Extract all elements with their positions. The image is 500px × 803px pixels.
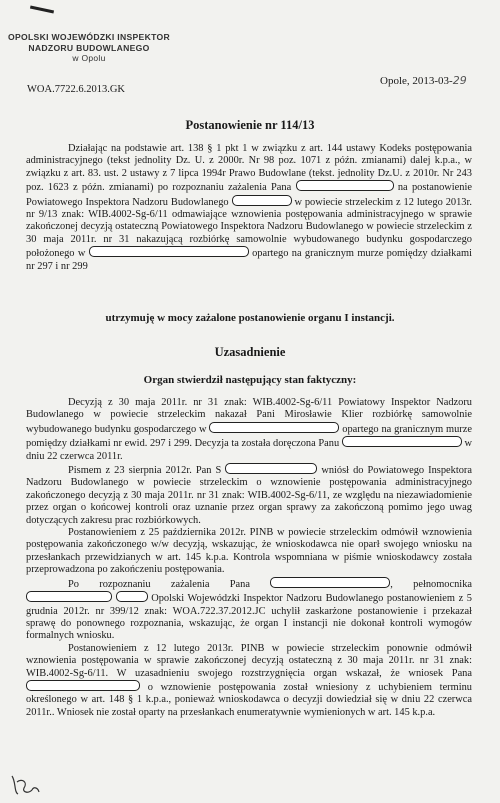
place-date-text: Opole, 2013-03- [380,75,453,87]
body-text: w dniu 22 czerwca 2011r. [26,438,472,462]
body-text: Decyzją z 30 maja 2011r. nr 31 znak: WIB.4002-Sg-6/11 Powiatowy Inspektor Nadzoru Budowlanego w powiecie strzeleckim nakazał Pani Mirosławie Klier rozbiórkę samowolnie wybudowanego budynku gospodarczego w [26,397,472,435]
stamp-line-1: OPOLSKI WOJEWÓDZKI INSPEKTOR [8,32,170,42]
stamp-line-2: NADZORU BUDOWLANEGO [28,42,150,53]
handwritten-day: 29 [452,74,467,87]
decision-title: Postanowienie nr 114/13 [185,118,315,132]
redacted-name [26,591,112,602]
intro-text-1: Działając na podstawie art. 138 § 1 pkt 1 w związku z art. 144 ustawy Kodeks postępowania administracyjnego (tekst jednolity Dz. U. z 2000r. Nr 98 poz. 1071 z późn. zmianami) dalej k.p.a., w związku z art. 83. ust. 2 ustawy z 7 lipca 1994r Prawo Budowlane (tekst. jednolity Dz.U. z 2010r. Nr 243 poz. 1623 z późn. zmianami) po rozpoznaniu zażalenia Pana [26,143,472,194]
initials-signature [8,772,42,798]
facts-heading: Organ stwierdził następujący stan faktyczny: [143,374,357,386]
redacted-name [296,180,394,191]
reference-number: WOA.7722.6.2013.GK [27,84,125,95]
redacted-name [26,680,140,691]
redacted-name [225,463,317,474]
redacted-name [232,195,292,206]
place-date [380,74,467,87]
redacted-address [89,246,249,257]
redacted-name [270,577,390,588]
body-text: Postanowieniem z 12 lutego 2013r. PINB w powiecie strzeleckim ponownie odmówił wznowienia postępowania w sprawie zakończonej decyzją ostateczną z 30 maja 2011r. nr 31 znak: WIB.4002-Sg-6/11. W uzasadnieniu swojego rozstrzygnięcia organ wskazał, że wniosek Pana [26,642,472,679]
intro-text-3: w powiecie strzeleckim z 12 lutego 2013r. nr 9/13 znak: WIB.4002-Sg-6/11 odmawiające wznowienia postępowania administracyjnego w sprawie zakończonej decyzją ostateczną Powiatowego Inspektora Nadzoru Budowlanego w powiecie strzeleckim z 30 maja 2011r. nr 31 nakazującą rozbiórkę samowolnie wybudowanego budynku gospodarczego położonego w [26,196,472,260]
justification-body [26,397,472,719]
authority-stamp [4,32,174,64]
body-text: Postanowieniem z 25 października 2012r. PINB w powiecie strzeleckim odmówił wznowienia postępowania zakończonego w/w decyzją, wskazując, że wnioskodawca nie oparł swojego wniosku na przesłankach przewidzianych w art. 145 k.p.a. Kontrola wspomniana w piśmie wnioskodawcy została przeprowadzona po zakończeniu postępowania. [26,527,472,576]
body-text: o wznowienie postępowania został wniesiony z uchybieniem terminu określonego w art. 148 § 1 k.p.a., ponieważ wnioskodawca o decyzji dowiedział się w dniu 22 czerwca 2011r.. Wniosek nie został oparty na przesłankach enumeratywnie wymienionych w art. 145 k.p.a. [26,681,472,718]
redacted-name [116,591,148,602]
stamp-line-3: w Opolu [72,53,106,63]
intro-paragraph [26,143,472,273]
body-text: opartego na granicznym murze pomiędzy działkami nr ewid. 297 i 299. Decyzja ta została doręczona Panu [26,423,472,450]
operative-part: utrzymuję w mocy zażalone postanowienie organu I instancji. [105,312,395,324]
body-text: , pełnomocnika [390,578,472,590]
redacted-name [342,436,462,447]
justification-heading: Uzasadnienie [214,345,286,359]
body-text: wniósł do Powiatowego Inspektora Nadzoru Budowlanego w powiecie strzeleckim o wznowienie postępowania administracyjnego zakończonego decyzją z 30 maja 2011r. nr 31 znak: WIB.4002-Sg-6/11, ze względu na niezawiadomienie przez organ o końcowej kontroli oraz uznanie przez organ sprawy za zakończoną pomimo jego uwag dotyczących zakresu prac rozbiórkowych. [26,465,472,526]
body-text: Po rozpoznaniu zażalenia Pana [68,578,250,590]
redacted-address [209,422,339,433]
body-text: Opolski Wojewódzki Inspektor Nadzoru Budowlanego postanowieniem z 5 grudnia 2012r. nr 399/12 znak: WOA.722.37.2012.JC uchylił zaskarżone postanowienie i przekazał sprawę do ponownego rozpoznania, wskazując, że organ I instancji nie dokonał kontroli wymogów formalnych wniosku. [26,593,472,642]
pen-mark [30,6,54,14]
intro-text-2: na postanowienie Powiatowego Inspektora Nadzoru Budowlanego [26,182,472,208]
intro-text-4: opartego na granicznym murze pomiędzy działkami nr 297 i nr 299 [26,248,472,272]
body-text: Pismem z 23 sierpnia 2012r. Pan S [68,465,222,477]
